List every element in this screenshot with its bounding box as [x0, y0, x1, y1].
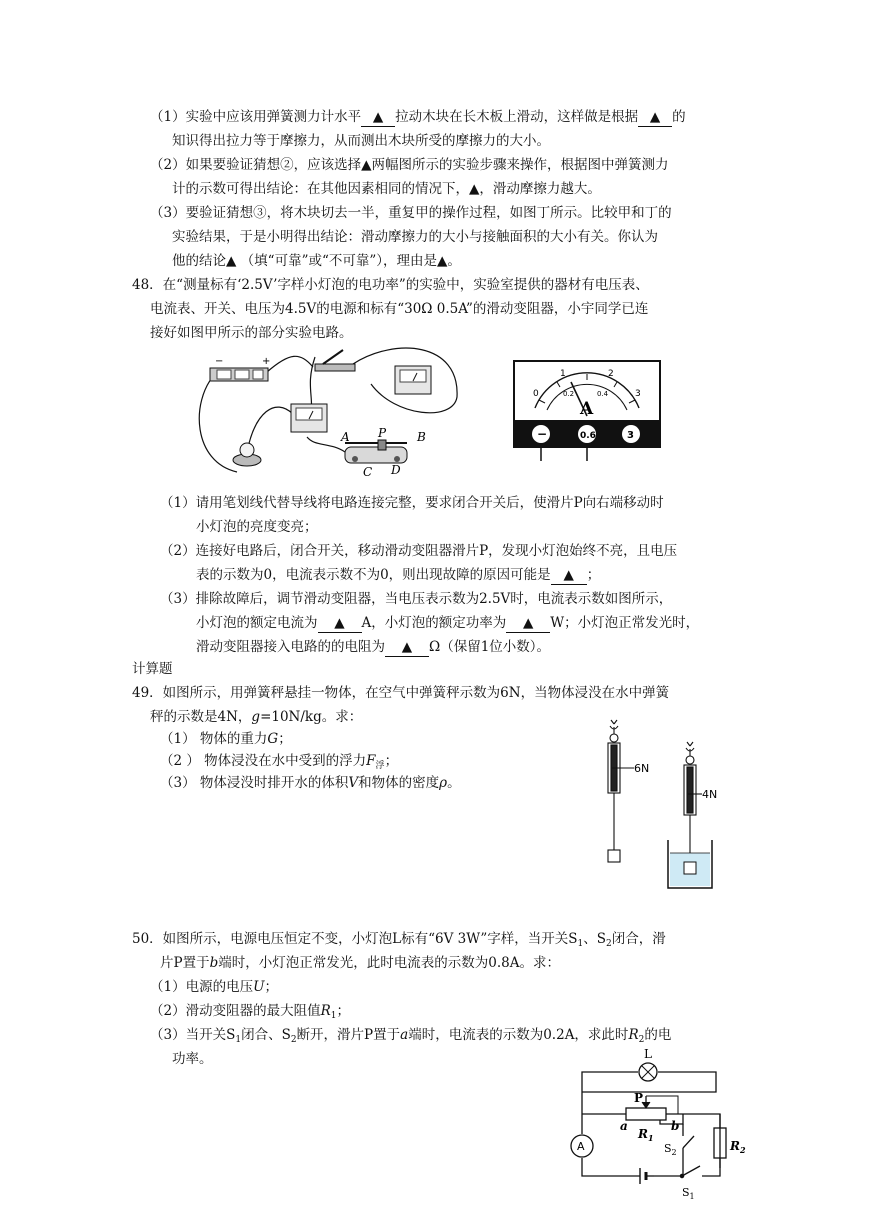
q48-label-C: C — [363, 465, 373, 479]
q48-part3-text-b: A，小灯泡的额定功率为 — [361, 615, 507, 631]
q50-label-A: A — [577, 1140, 585, 1153]
q50-label-b: b — [671, 1119, 680, 1133]
q50-item3-sub-s1: 1 — [235, 1035, 242, 1045]
q48-part3-line1: （3）排除故障后，调节滑动变阻器，当电压表示数为2.5V时，电流表示数如图所示， — [160, 591, 673, 607]
q48-circuit-figure — [195, 342, 465, 482]
q50-var-a: a — [400, 1027, 409, 1043]
q48-bulb-icon — [233, 443, 261, 466]
q50-item1-end: ； — [264, 979, 278, 995]
q48-wire-battery-bulb — [199, 374, 237, 472]
q49-var-F: F — [366, 753, 376, 769]
q50-item2 — [150, 1002, 350, 1025]
q48-part1-line2: 小灯泡的亮度变亮； — [196, 519, 318, 535]
q50-label-R2: $R_2$ — [730, 1139, 746, 1155]
q48-stem-line3: 接好如图甲所示的部分实验电路。 — [150, 325, 353, 341]
q50-stem-text-c: 闭合，滑 — [611, 931, 666, 947]
q49-item3-text: （3） 物体浸没时排开水的体积 — [160, 775, 349, 791]
q48-wire-battery-switch — [267, 356, 313, 372]
q50-item2-text: （2）滑动变阻器的最大阻值 — [150, 1003, 321, 1019]
q48-part2-line2 — [196, 566, 600, 585]
q49-item2-end: ； — [384, 753, 399, 769]
q49-item3 — [160, 774, 461, 792]
q50-stem-text-a: 50．如图所示，电源电压恒定不变，小灯泡L标有“6V 3W”字样，当开关S — [132, 931, 578, 947]
q50-label-S2: $S_2$ — [664, 1142, 677, 1157]
q48-terminal-06: 0.6 — [580, 431, 596, 441]
q50-var-R2: R — [628, 1027, 639, 1043]
q48-part2-blank: ▲ — [551, 566, 587, 585]
q49-var-rho: ρ — [439, 775, 448, 791]
q50-var-U: U — [253, 979, 265, 995]
q49-spring-scale-figure — [586, 718, 746, 898]
q48-wire-bulb-ammeter — [247, 407, 293, 452]
q50-lamp-icon — [639, 1063, 657, 1081]
q48-part3-line3 — [196, 638, 550, 657]
q47-part1-text-b: 拉动木块在长木板上滑动，这样做是根据 — [395, 109, 639, 125]
q48-ammeter-icon — [291, 404, 327, 432]
q49-label-water-reading: 4N — [702, 788, 718, 801]
q48-battery-plus-label: + — [262, 356, 271, 367]
q50-battery-icon — [640, 1168, 654, 1184]
q48-stem-line2: 电流表、开关、电压为4.5V的电源和标有“30Ω 0.5A”的滑动变阻器，小宇同学已连 — [150, 301, 649, 317]
q47-part2-line1: （2）如果要验证猜想②，应该选择▲两幅图所示的实验步骤来操作，根据图中弹簧测力 — [150, 157, 669, 173]
q48-part3-blank1: ▲ — [318, 614, 362, 633]
q47-part1-line2: 知识得出拉力等于摩擦力，从而测出木块所受的摩擦力的大小。 — [172, 133, 550, 149]
q48-part2-text-b: ； — [586, 567, 601, 583]
q48-terminal-3: 3 — [627, 430, 634, 441]
q50-var-R1: R — [320, 1003, 331, 1019]
q49-var-V: V — [348, 775, 359, 791]
q48-dial-top-1: 1 — [560, 369, 566, 379]
q48-dial-unit: A — [580, 399, 594, 419]
q50-item1 — [150, 978, 278, 996]
q50-sub-s2: 2 — [606, 939, 612, 949]
q50-sub-s1: 1 — [577, 939, 584, 949]
q50-item3-text-b: 闭合、S — [241, 1027, 291, 1043]
q49-item2 — [160, 752, 398, 775]
q50-stem-line1 — [132, 930, 666, 953]
section-title-calculation: 计算题 — [132, 661, 173, 677]
q48-battery-minus-label: − — [215, 356, 224, 367]
q50-stem-text-d: 片P置于 — [160, 955, 210, 971]
q47-part1-blank1: ▲ — [361, 108, 395, 127]
q50-stem-text-b: 、S — [583, 931, 607, 947]
q48-label-A: A — [341, 430, 350, 444]
q50-label-S1: $S_1$ — [682, 1186, 695, 1201]
q48-part3-blank2: ▲ — [506, 614, 550, 633]
q50-item3-text-c: 断开，滑片P置于 — [296, 1027, 401, 1043]
q48-part2-text-a: 表的示数为0，电流表示数不为0，则出现故障的原因可能是 — [196, 567, 551, 583]
q48-switch-icon — [315, 350, 355, 371]
q48-dial-top-3: 3 — [635, 389, 641, 399]
q47-part3-line1: （3）要验证猜想③，将木块切去一半，重复甲的操作过程，如图丁所示。比较甲和丁的 — [150, 205, 672, 221]
q49-label-air-reading: 6N — [634, 762, 650, 775]
q47-part1-line1 — [150, 108, 686, 127]
q50-var-R2-sub: 2 — [638, 1035, 645, 1045]
q49-stem-text-b: =10N/kg。求： — [260, 709, 363, 725]
q48-part3-text-d: 滑动变阻器接入电路的的电阻为 — [196, 639, 385, 655]
q50-label-L: L — [644, 1048, 652, 1061]
q48-dial-inner-1: 0.2 — [563, 390, 575, 398]
q49-scale-air-icon — [608, 720, 634, 862]
q47-part1-blank2: ▲ — [638, 108, 672, 127]
q47-part3-line3: 他的结论▲ （填“可靠”或“不可靠”），理由是▲。 — [172, 253, 461, 269]
q48-part3-line2 — [196, 614, 699, 633]
q50-item3-text-a: （3）当开关S — [150, 1027, 236, 1043]
q48-part2-line1: （2）连接好电路后，闭合开关，移动滑动变阻器滑片P，发现小灯泡始终不亮，且电压 — [160, 543, 678, 559]
q50-item2-end: ； — [336, 1003, 350, 1019]
q47-part3-line2: 实验结果，于是小明得出结论：滑动摩擦力的大小与接触面积的大小有关。你认为 — [172, 229, 658, 245]
q49-item3-end: 。 — [447, 775, 461, 791]
q47-part1-text-a: （1）实验中应该用弹簧测力计水平 — [150, 109, 362, 125]
q50-item3-line1 — [150, 1026, 671, 1049]
q50-label-P: P — [634, 1091, 644, 1105]
q49-stem-line1: 49．如图所示，用弹簧秤悬挂一物体，在空气中弹簧秤示数为6N，当物体浸没在水中弹簧 — [132, 685, 670, 701]
q48-label-D: D — [391, 463, 401, 477]
q48-dial-top-0: 0 — [533, 389, 539, 399]
q49-scale-water-icon — [684, 742, 702, 862]
q48-part3-text-a: 小灯泡的额定电流为 — [196, 615, 318, 631]
q48-dial-inner-2: 0.4 — [597, 390, 609, 398]
q47-part1-text-c: 的 — [672, 109, 686, 125]
q50-item3-text-d: 端时，电流表的示数为0.2A，求此时 — [408, 1027, 629, 1043]
q50-item3-sub-s2: 2 — [290, 1035, 297, 1045]
q50-stem-text-e: 端时，小灯泡正常发光，此时电流表的示数为0.8A。求： — [218, 955, 560, 971]
q50-var-R1-sub: 1 — [330, 1011, 337, 1021]
q48-part1-line1: （1）请用笔划线代替导线将电路连接完整，要求闭合开关后，使滑片P向右端移动时 — [160, 495, 664, 511]
q48-ammeter-dial-figure — [513, 360, 661, 462]
q49-var-g: g — [251, 709, 261, 725]
q50-label-a: a — [620, 1119, 628, 1133]
q50-circuit-figure — [568, 1048, 758, 1204]
q48-label-B: B — [417, 430, 426, 444]
q50-var-b: b — [209, 955, 219, 971]
q48-part3-text-c: W；小灯泡正常发光时， — [550, 615, 700, 631]
q49-item3-mid: 和物体的密度 — [358, 775, 440, 791]
q47-part2-line2: 计的示数可得出结论：在其他因素相同的情况下，▲，滑动摩擦力越大。 — [172, 181, 601, 197]
q48-rheostat-icon — [345, 440, 407, 463]
q48-stem-line1: 48．在“测量标有‘2.5V’字样小灯泡的电功率”的实验中，实验室提供的器材有电压表、 — [132, 277, 649, 293]
q50-item3-text-e: 的电 — [644, 1027, 672, 1043]
q49-item1 — [160, 730, 292, 748]
q48-terminal-minus: − — [537, 427, 548, 441]
q48-voltmeter-icon — [395, 366, 431, 394]
q48-part3-blank3: ▲ — [385, 638, 429, 657]
q49-item1-text: （1） 物体的重力 — [160, 731, 268, 747]
q48-dial-top-2: 2 — [608, 369, 614, 379]
q49-stem-text-a: 秤的示数是4N， — [150, 709, 252, 725]
q48-part3-text-e: Ω（保留1位小数）。 — [429, 639, 551, 655]
q49-item2-text: （2 ） 物体浸没在水中受到的浮力 — [160, 753, 367, 769]
q49-stem-line2 — [150, 708, 362, 726]
q48-wire-ammeter-rheostat — [307, 437, 345, 452]
q50-label-R1: $R_1$ — [638, 1127, 654, 1143]
q49-var-F-sub: 浮 — [375, 761, 385, 771]
q49-item1-end: ； — [278, 731, 292, 747]
q50-stem-line2 — [160, 954, 560, 972]
q50-item3-line2: 功率。 — [172, 1051, 213, 1067]
q49-var-G: G — [267, 731, 279, 747]
q48-battery-icon — [210, 368, 268, 381]
q48-label-P: P — [378, 426, 387, 440]
q50-item1-text: （1）电源的电压 — [150, 979, 254, 995]
